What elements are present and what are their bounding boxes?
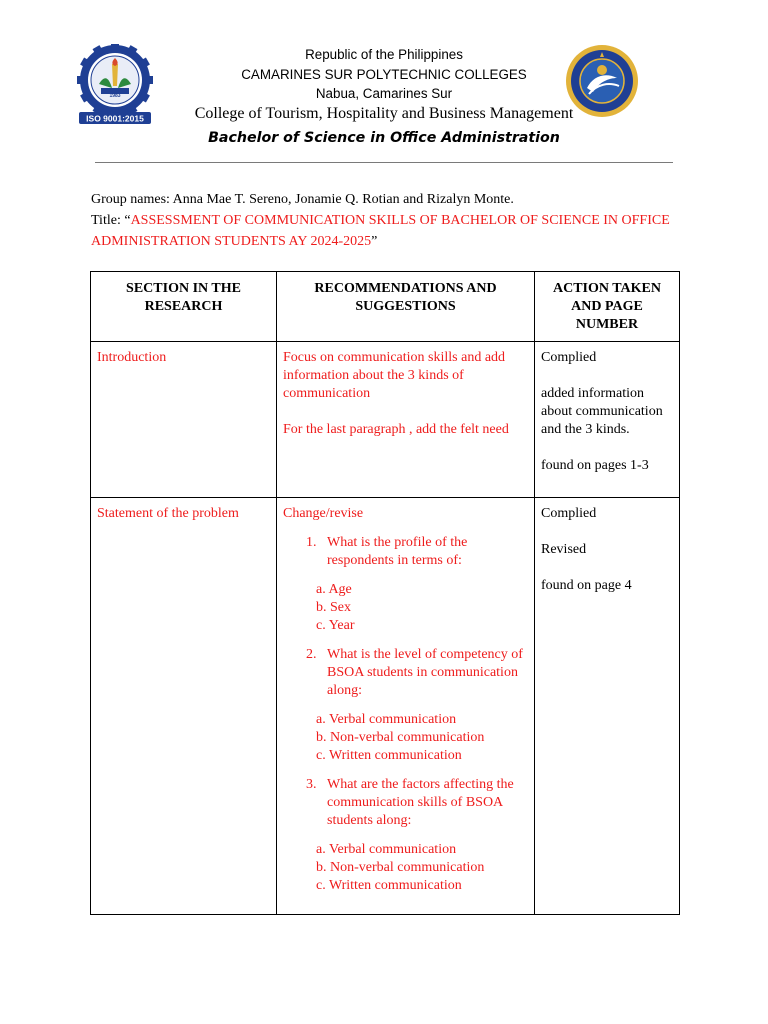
question-item: [306, 776, 528, 830]
question-subitems: [316, 711, 528, 765]
logo-iso-text: ISO 9001:2015: [86, 113, 144, 124]
subitem: b. Non-verbal communication: [316, 860, 485, 875]
question-item: [306, 534, 528, 570]
recommendation-cell: [277, 342, 535, 498]
action-detail: added information about communication and the 3 kinds.: [541, 386, 663, 437]
subitem: c. Year: [316, 618, 355, 633]
question-text: What are the factors affecting the communication skills of BSOA students along:: [327, 777, 514, 828]
question-item: [306, 646, 528, 700]
section-cell: [91, 342, 277, 498]
title-open-quote: “: [124, 213, 131, 228]
header-location: Nabua, Camarines Sur: [315, 86, 453, 101]
subitem: c. Written communication: [316, 878, 462, 893]
action-page: found on pages 1-3: [541, 458, 649, 473]
header-republic: Republic of the Philippines: [305, 47, 463, 62]
subitem: c. Written communication: [316, 748, 462, 763]
action-status: Complied: [541, 506, 597, 521]
recommendation-text: Focus on communication skills and add information about the 3 kinds of communication: [283, 350, 506, 401]
question-number: 2.: [306, 647, 317, 662]
question-subitems: [316, 841, 528, 895]
section-name: Introduction: [97, 350, 167, 365]
header-program-name: Bachelor of Science in Office Administration: [208, 130, 560, 146]
header-school-name: CAMARINES SUR POLYTECHNIC COLLEGES: [241, 67, 527, 82]
recommendations-table: [90, 271, 680, 915]
title-label: Title:: [91, 213, 125, 228]
action-cell: [535, 342, 680, 498]
recommendation-text: For the last paragraph , add the felt need: [283, 422, 509, 437]
question-text: What is the profile of the respondents in terms of:: [327, 535, 468, 568]
title-close-quote: ”: [371, 234, 378, 249]
group-names-line: [91, 189, 514, 210]
action-status: Complied: [541, 350, 597, 365]
subitem: a. Verbal communication: [316, 712, 457, 727]
question-subitems: [316, 581, 528, 635]
subitem: b. Non-verbal communication: [316, 730, 485, 745]
header-recommendations: RECOMMENDATIONS AND SUGGESTIONS: [277, 272, 535, 342]
section-cell: [91, 498, 277, 915]
action-page: found on page 4: [541, 578, 632, 593]
header-action-taken: ACTION TAKEN AND PAGE NUMBER: [535, 272, 680, 342]
header-college-name: College of Tourism, Hospitality and Business Management: [194, 105, 574, 122]
research-title: ASSESSMENT OF COMMUNICATION SKILLS OF BACHELOR OF SCIENCE IN OFFICE ADMINISTRATION STUDENTS AY 2024-2025: [91, 213, 670, 249]
group-names-value: Anna Mae T. Sereno, Jonamie Q. Rotian and Rizalyn Monte.: [172, 192, 514, 207]
action-detail: Revised: [541, 542, 587, 557]
header-divider: [95, 162, 673, 163]
subitem: a. Age: [316, 582, 352, 597]
question-number: 1.: [306, 535, 317, 550]
table-row: [91, 498, 680, 915]
question-text: What is the level of competency of BSOA students in communication along:: [327, 647, 523, 698]
recommendation-intro: Change/revise: [283, 506, 364, 521]
subitem: b. Sex: [316, 600, 351, 615]
table-row: [91, 342, 680, 498]
section-name: Statement of the problem: [97, 506, 239, 521]
subitem: a. Verbal communication: [316, 842, 457, 857]
group-names-label: Group names:: [91, 192, 173, 207]
question-number: 3.: [306, 777, 317, 792]
table-header-row: [91, 272, 680, 342]
action-cell: [535, 498, 680, 915]
logo-year-text: 1983: [109, 93, 121, 99]
recommendation-cell: [277, 498, 535, 915]
research-title-line: [91, 210, 681, 252]
header-section: SECTION IN THE RESEARCH: [91, 272, 277, 342]
